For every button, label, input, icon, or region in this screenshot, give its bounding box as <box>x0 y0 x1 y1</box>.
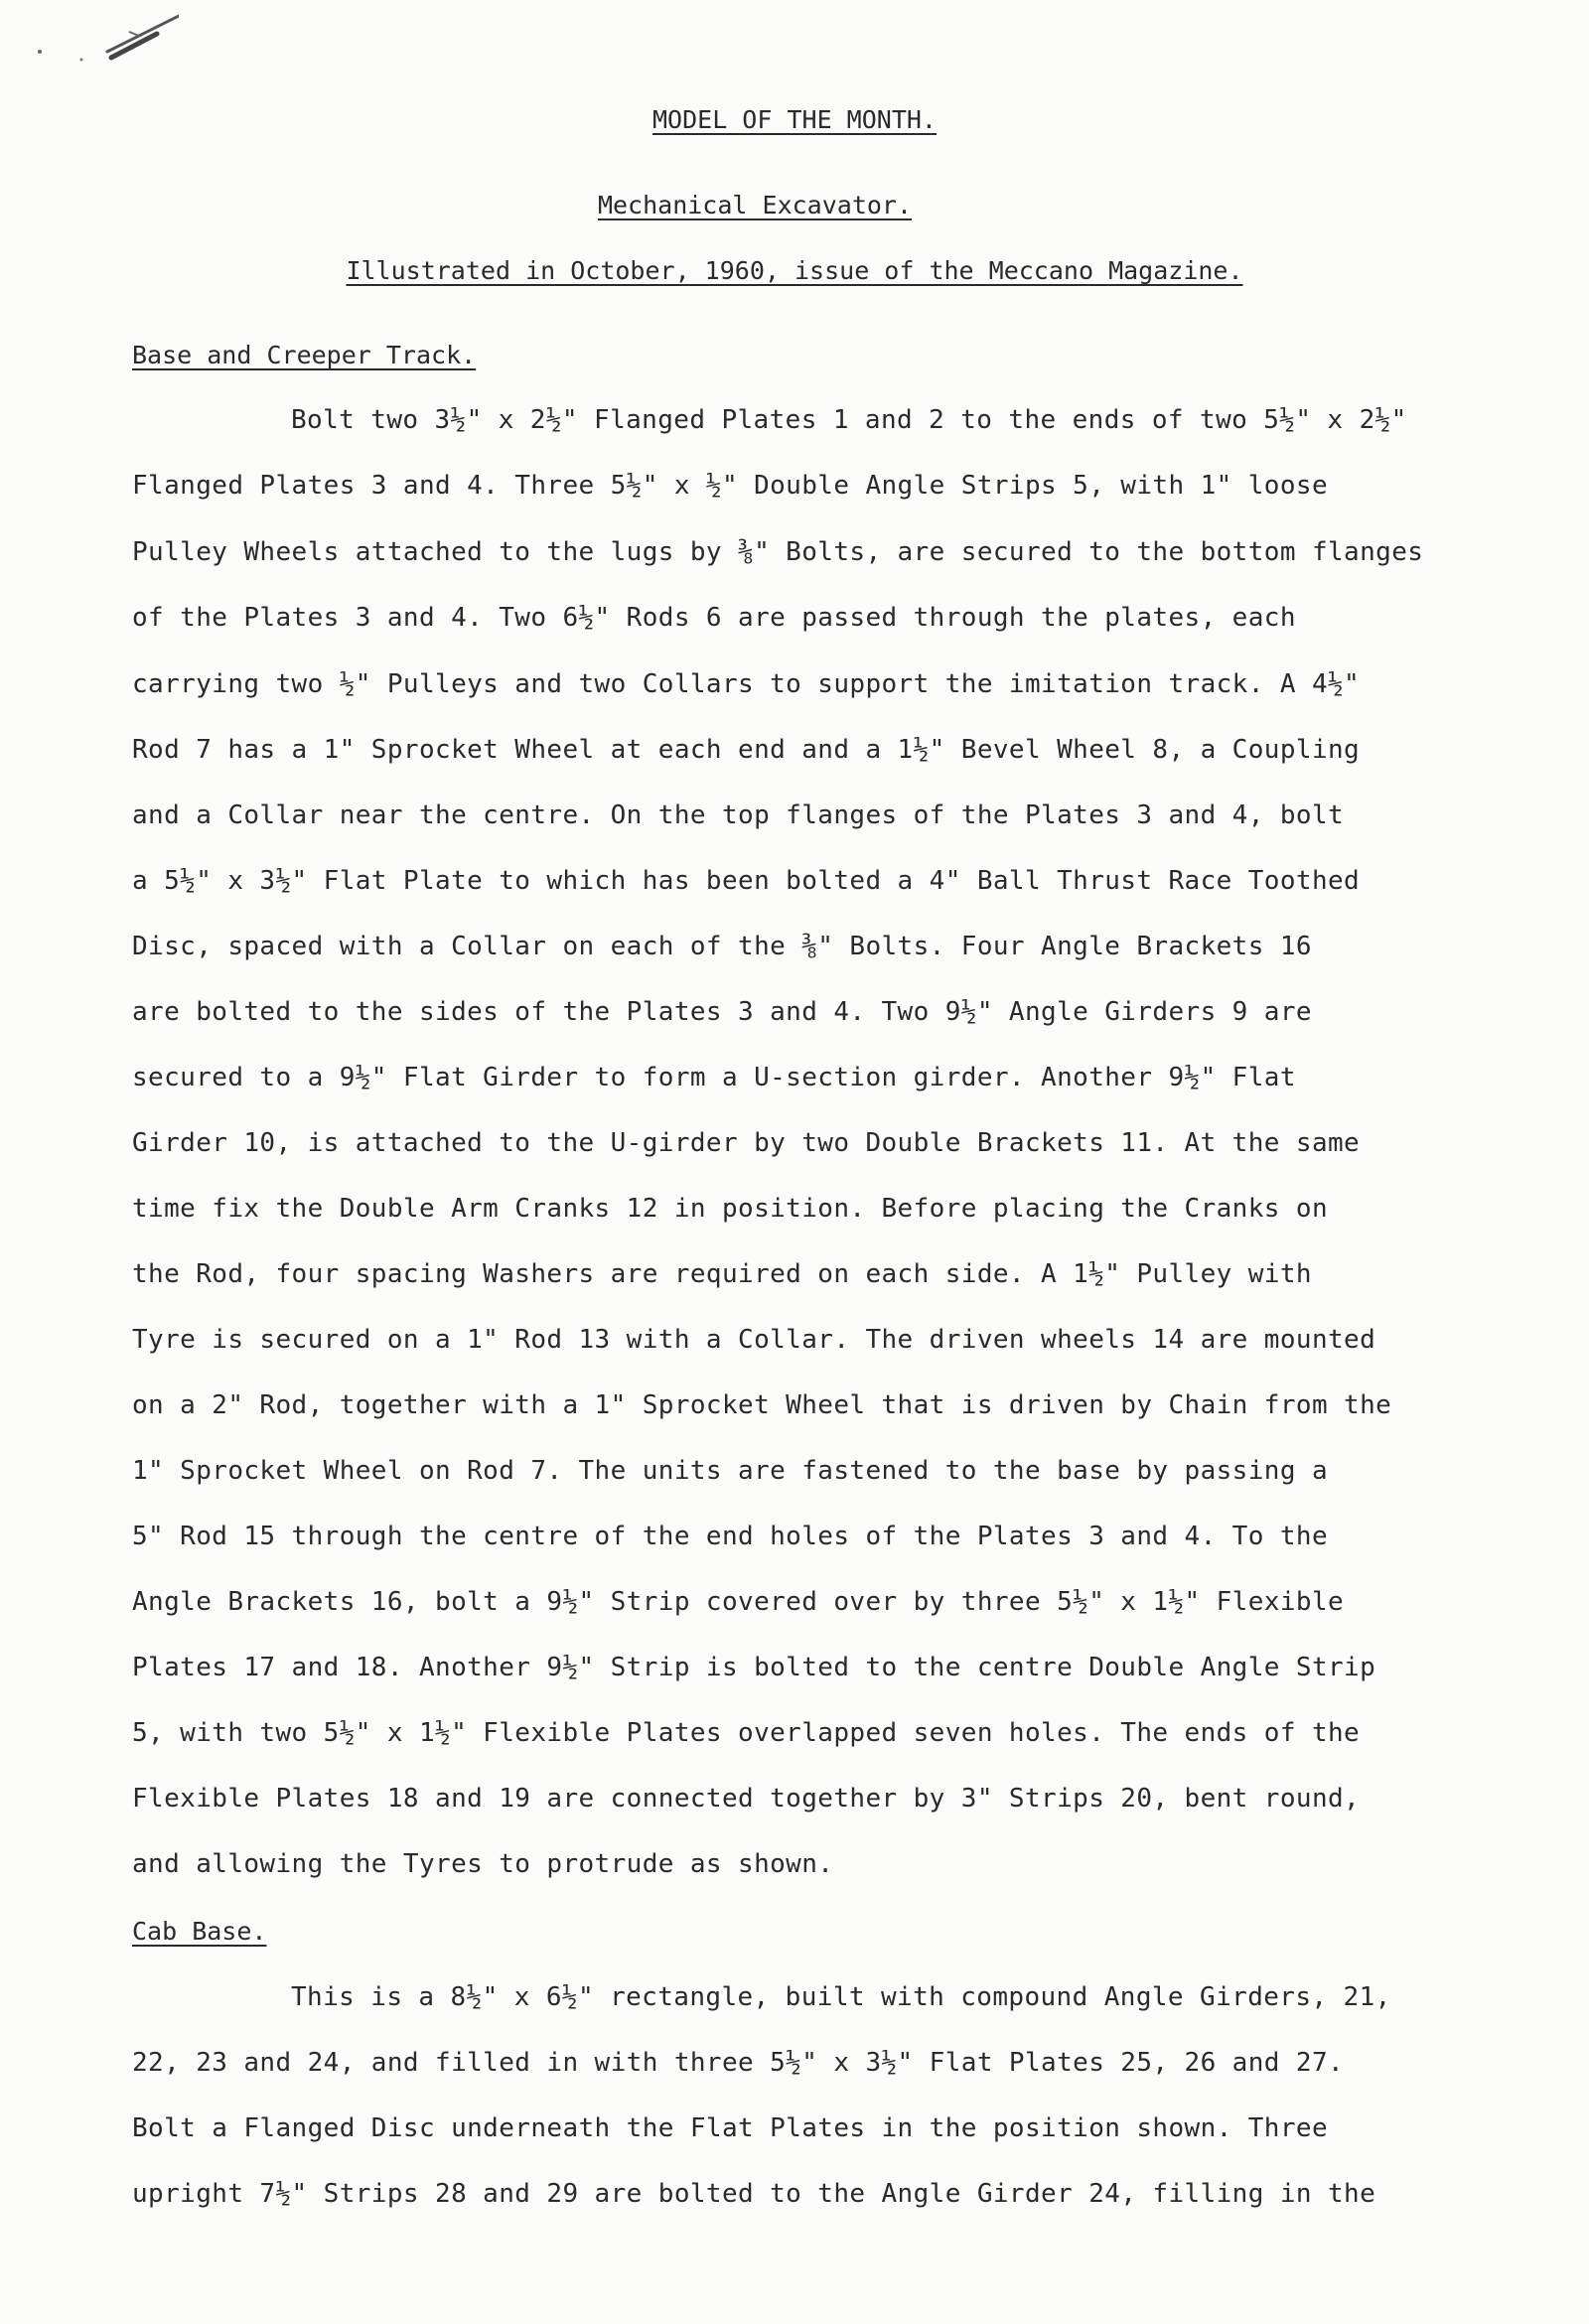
paragraph-line: a 5½" x 3½" Flat Plate to which has been bolted a 4" Ball Thrust Race Toothed <box>132 866 1361 896</box>
pen-stroke-mark <box>30 10 179 79</box>
paragraph-line: 5, with two 5½" x 1½" Flexible Plates overlapped seven holes. The ends of the <box>132 1718 1361 1748</box>
paragraph-line: secured to a 9½" Flat Girder to form a U-section girder. Another 9½" Flat <box>132 1063 1296 1092</box>
paragraph-line: 5" Rod 15 through the centre of the end holes of the Plates 3 and 4. To the <box>132 1522 1328 1551</box>
paragraph-line: 1" Sprocket Wheel on Rod 7. The units are fastened to the base by passing a <box>132 1456 1328 1486</box>
paragraph-line: Pulley Wheels attached to the lugs by ⅜" Bolts, are secured to the bottom flanges <box>132 537 1424 567</box>
paragraph-line: Bolt two 3½" x 2½" Flanged Plates 1 and 2 to the ends of two 5½" x 2½" <box>291 405 1407 435</box>
publication-note: Illustrated in October, 1960, issue of the Meccano Magazine. <box>346 256 1243 285</box>
paragraph-line: This is a 8½" x 6½" rectangle, built with compound Angle Girders, 21, <box>291 1982 1391 2012</box>
paragraph-line: Plates 17 and 18. Another 9½" Strip is bolted to the centre Double Angle Strip <box>132 1653 1376 1682</box>
paragraph-line: Bolt a Flanged Disc underneath the Flat Plates in the position shown. Three <box>132 2113 1328 2143</box>
paragraph-line: Girder 10, is attached to the U-girder by two Double Brackets 11. At the same <box>132 1128 1361 1158</box>
paragraph-line: and allowing the Tyres to protrude as shown. <box>132 1849 834 1879</box>
section-heading-cab-base: Cab Base. <box>132 1917 267 1946</box>
paragraph-line: 22, 23 and 24, and filled in with three 5½" x 3½" Flat Plates 25, 26 and 27. <box>132 2048 1345 2078</box>
paragraph-line: on a 2" Rod, together with a 1" Sprocket Wheel that is driven by Chain from the <box>132 1390 1392 1420</box>
paragraph-line: carrying two ½" Pulleys and two Collars to support the imitation track. A 4½" <box>132 669 1361 699</box>
model-name: Mechanical Excavator. <box>597 191 913 219</box>
paragraph-line: Flanged Plates 3 and 4. Three 5½" x ½" Double Angle Strips 5, with 1" loose <box>132 471 1328 501</box>
paragraph-line: Tyre is secured on a 1" Rod 13 with a Collar. The driven wheels 14 are mounted <box>132 1325 1376 1355</box>
paragraph-line: Flexible Plates 18 and 19 are connected together by 3" Strips 20, bent round, <box>132 1784 1361 1814</box>
paragraph-line: Angle Brackets 16, bolt a 9½" Strip covered over by three 5½" x 1½" Flexible <box>132 1587 1345 1617</box>
paragraph-line: of the Plates 3 and 4. Two 6½" Rods 6 are passed through the plates, each <box>132 603 1296 633</box>
paragraph-line: are bolted to the sides of the Plates 3 and 4. Two 9½" Angle Girders 9 are <box>132 997 1312 1027</box>
section-heading-base-creeper-track: Base and Creeper Track. <box>132 341 477 369</box>
paragraph-line: time fix the Double Arm Cranks 12 in position. Before placing the Cranks on <box>132 1194 1328 1224</box>
paragraph-line: Rod 7 has a 1" Sprocket Wheel at each end and a 1½" Bevel Wheel 8, a Coupling <box>132 735 1361 765</box>
paragraph-line: the Rod, four spacing Washers are required on each side. A 1½" Pulley with <box>132 1259 1312 1289</box>
paragraph-line: upright 7½" Strips 28 and 29 are bolted to the Angle Girder 24, filling in the <box>132 2179 1376 2209</box>
document-title: MODEL OF THE MONTH. <box>652 105 937 134</box>
paragraph-line: Disc, spaced with a Collar on each of the ⅜" Bolts. Four Angle Brackets 16 <box>132 932 1312 961</box>
paragraph-line: and a Collar near the centre. On the top flanges of the Plates 3 and 4, bolt <box>132 800 1345 830</box>
